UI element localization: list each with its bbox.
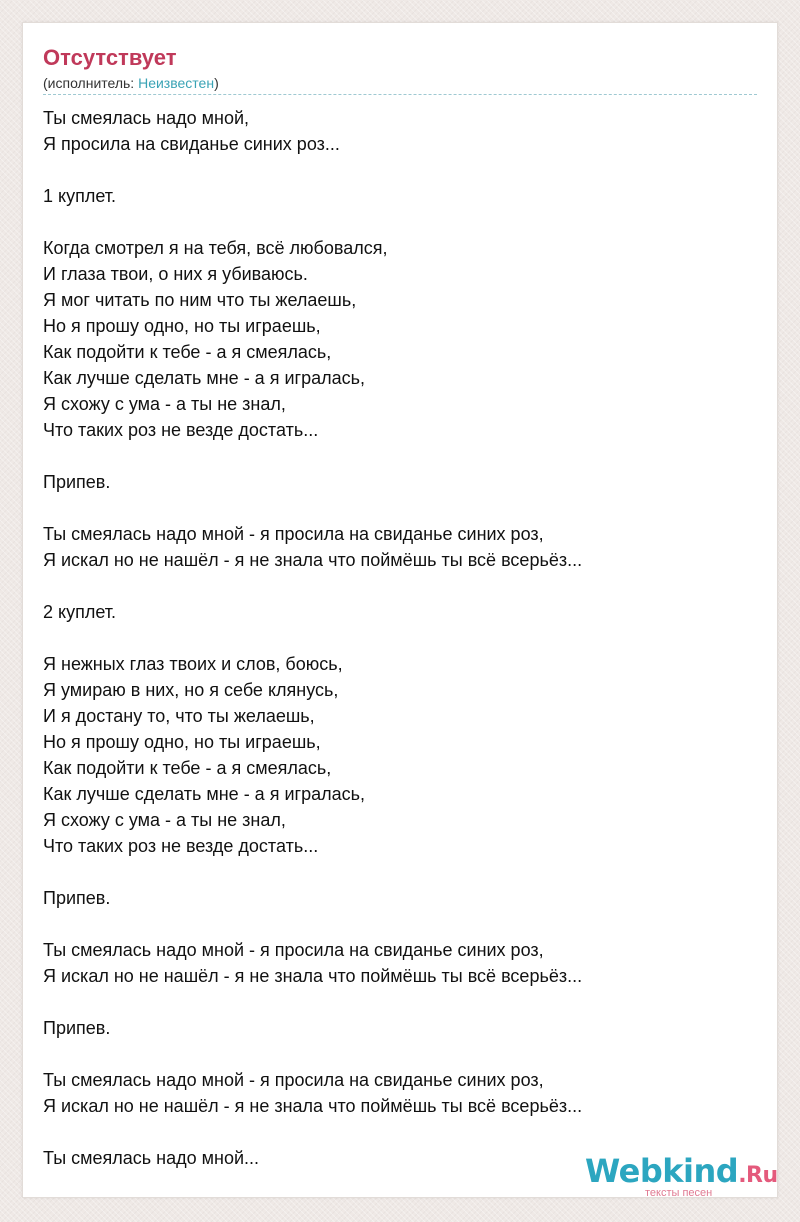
- lyric-line: Припев.: [43, 1018, 111, 1038]
- lyric-line: Как лучше сделать мне - а я игралась,: [43, 784, 365, 804]
- lyric-line: Ты смеялась надо мной - я просила на свиданье синих роз,: [43, 940, 544, 960]
- site-logo[interactable]: [585, 1152, 778, 1203]
- lyric-line: Когда смотрел я на тебя, всё любовался,: [43, 238, 388, 258]
- logo-tagline: тексты песен: [645, 1187, 713, 1199]
- lyric-line: Я мог читать по ним что ты желаешь,: [43, 290, 357, 310]
- lyric-line: Как лучше сделать мне - а я игралась,: [43, 368, 365, 388]
- lyric-blank-line: [43, 1119, 759, 1145]
- lyric-line: Я нежных глаз твоих и слов, боюсь,: [43, 654, 343, 674]
- lyric-blank-line: [43, 625, 759, 651]
- lyric-line: Я схожу с ума - а ты не знал,: [43, 394, 286, 414]
- logo-main-text: Webkind: [585, 1152, 739, 1190]
- lyric-line: Что таких роз не везде достать...: [43, 836, 319, 856]
- lyric-line: Я умираю в них, но я себе клянусь,: [43, 680, 339, 700]
- lyric-line: Я искал но не нашёл - я не знала что поймёшь ты всё всерьёз...: [43, 1096, 583, 1116]
- lyrics-text: [43, 105, 759, 1171]
- lyric-line: Ты смеялась надо мной - я просила на свиданье синих роз,: [43, 524, 544, 544]
- lyric-blank-line: [43, 573, 759, 599]
- title-divider: [43, 94, 757, 95]
- lyric-blank-line: [43, 1041, 759, 1067]
- lyric-line: И глаза твои, о них я убиваюсь.: [43, 264, 308, 284]
- lyric-line: Припев.: [43, 888, 111, 908]
- lyrics-card: [22, 22, 778, 1198]
- lyric-line: Как подойти к тебе - а я смеялась,: [43, 758, 332, 778]
- lyric-blank-line: [43, 859, 759, 885]
- lyric-line: Что таких роз не везде достать...: [43, 420, 319, 440]
- lyric-line: Я искал но не нашёл - я не знала что поймёшь ты всё всерьёз...: [43, 966, 583, 986]
- lyric-line: 1 куплет.: [43, 186, 117, 206]
- lyric-line: Ты смеялась надо мной,: [43, 108, 250, 128]
- song-title: Отсутствует: [43, 45, 177, 70]
- artist-link[interactable]: Неизвестен: [138, 75, 215, 91]
- lyric-blank-line: [43, 911, 759, 937]
- lyric-line: Но я прошу одно, но ты играешь,: [43, 732, 321, 752]
- lyric-blank-line: [43, 989, 759, 1015]
- lyric-blank-line: [43, 495, 759, 521]
- lyric-line: 2 куплет.: [43, 602, 117, 622]
- lyric-line: Припев.: [43, 472, 111, 492]
- lyric-line: Но я прошу одно, но ты играешь,: [43, 316, 321, 336]
- artist-prefix: (исполнитель:: [43, 75, 139, 91]
- lyric-blank-line: [43, 443, 759, 469]
- lyric-line: Я просила на свиданье синих роз...: [43, 134, 340, 154]
- lyric-blank-line: [43, 157, 759, 183]
- logo-tld: .Ru: [738, 1163, 778, 1188]
- lyric-line: Я схожу с ума - а ты не знал,: [43, 810, 286, 830]
- lyric-line: Как подойти к тебе - а я смеялась,: [43, 342, 332, 362]
- lyric-line: Ты смеялась надо мной...: [43, 1148, 260, 1168]
- artist-line: [43, 74, 219, 92]
- lyric-line: И я достану то, что ты желаешь,: [43, 706, 315, 726]
- lyric-line: Ты смеялась надо мной - я просила на свиданье синих роз,: [43, 1070, 544, 1090]
- lyric-line: Я искал но не нашёл - я не знала что поймёшь ты всё всерьёз...: [43, 550, 583, 570]
- artist-suffix: ): [214, 75, 219, 91]
- lyric-blank-line: [43, 209, 759, 235]
